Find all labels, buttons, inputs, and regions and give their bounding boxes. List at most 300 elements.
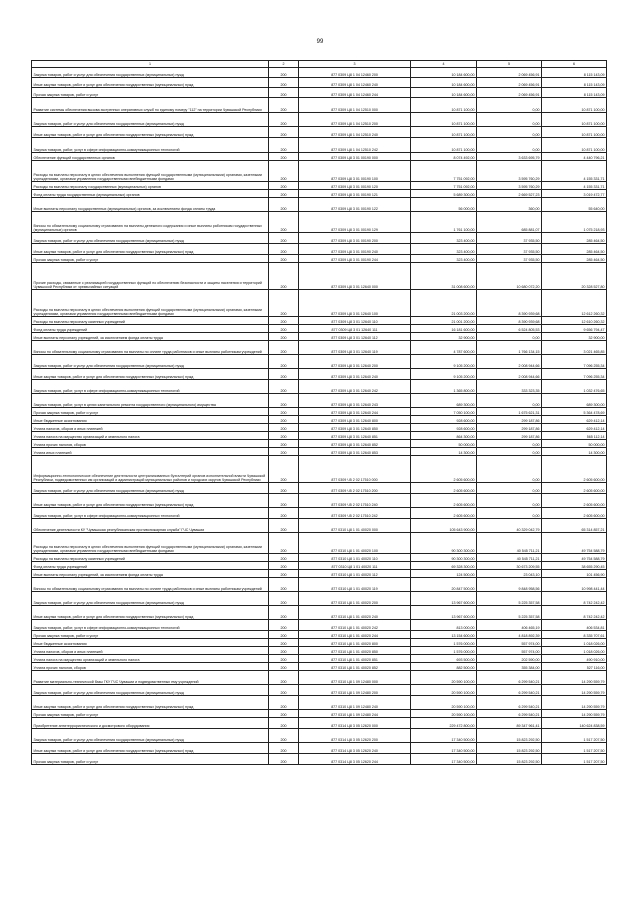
row-executed-cell: 9 848 958,56 — [477, 578, 542, 592]
row-code-cell: 200 — [269, 729, 299, 743]
row-remain-cell: 49 754 588,79 — [542, 554, 607, 562]
row-approved-cell: 2 605 600,00 — [411, 456, 477, 483]
row-remain-cell: 10 871 100,00 — [542, 127, 607, 138]
row-executed-cell: 6 299 540,21 — [477, 710, 542, 718]
row-remain-cell: 565 112,14 — [542, 432, 607, 440]
table-row — [32, 290, 607, 317]
row-executed-cell: 30 673 209,55 — [477, 562, 542, 570]
row-approved-cell: 56 000,00 — [411, 198, 477, 212]
row-approved-cell: 928 600,00 — [411, 416, 477, 424]
row-remain-cell: 629 412,14 — [542, 416, 607, 424]
row-code-cell: 200 — [269, 685, 299, 696]
row-remain-cell: 1 075 218,93 — [542, 212, 607, 233]
row-kbk-cell: 877 0309 Ц8 3 01 00190 000 — [299, 153, 411, 161]
row-remain-cell: 10 871 100,00 — [542, 98, 607, 113]
row-code-cell: 200 — [269, 408, 299, 416]
row-kbk-cell: 877 0310 Ц8 1 01 40020 240 — [299, 606, 411, 620]
row-code-cell: 200 — [269, 198, 299, 212]
row-approved-cell: 20 590 100,00 — [411, 696, 477, 710]
row-code-cell: 200 — [269, 424, 299, 432]
row-approved-cell: 1 365 800,00 — [411, 380, 477, 394]
header-row — [32, 61, 607, 68]
row-remain-cell: 3 021 465,85 — [542, 341, 607, 355]
row-executed-cell: 0,00 — [477, 448, 542, 456]
row-approved-cell: 323 400,00 — [411, 233, 477, 244]
table-row — [32, 696, 607, 710]
row-name-cell: Фонд оплаты труда государственных (муниципальных) органов — [32, 190, 269, 198]
row-name-cell: Иные закупки товаров, работ и услуг для обеспечения государственных (муниципальных) нужд — [32, 494, 269, 508]
row-kbk-cell: 877 0310 Ц8 1 01 40020 119 — [299, 578, 411, 592]
row-approved-cell: 20 590 100,00 — [411, 685, 477, 696]
row-remain-cell: 7 096 255,34 — [542, 369, 607, 380]
row-approved-cell: 31 008 600,00 — [411, 263, 477, 290]
row-approved-cell: 69 328 300,00 — [411, 562, 477, 570]
row-code-cell: 200 — [269, 78, 299, 88]
row-kbk-cell: 877 0314 Ц8 3 05 12620 200 — [299, 729, 411, 743]
row-approved-cell: 8 074 492,00 — [411, 153, 477, 161]
row-executed-cell: 10 680 072,20 — [477, 263, 542, 290]
row-approved-cell: 864 300,00 — [411, 432, 477, 440]
row-approved-cell: 7 050 100,00 — [411, 408, 477, 416]
row-approved-cell: 124 500,00 — [411, 570, 477, 578]
row-code-cell: 200 — [269, 380, 299, 394]
table-row — [32, 448, 607, 456]
row-remain-cell: 10 871 100,00 — [542, 113, 607, 127]
row-remain-cell: 8 115 143,09 — [542, 88, 607, 98]
row-kbk-cell: 877 0309 Ц8 3 01 00190 100 — [299, 161, 411, 182]
table-row — [32, 620, 607, 631]
row-code-cell: 200 — [269, 317, 299, 325]
row-executed-cell: 0,00 — [477, 508, 542, 519]
table-row — [32, 663, 607, 671]
table-row — [32, 655, 607, 663]
row-approved-cell: 1 761 100,00 — [411, 212, 477, 233]
column-header: 4 — [411, 61, 477, 68]
row-name-cell: Иные закупки товаров, работ и услуг для обеспечения государственных (муниципальных) нужд — [32, 78, 269, 88]
table-row — [32, 198, 607, 212]
row-approved-cell: 16 181 600,00 — [411, 325, 477, 333]
row-remain-cell: 8 742 242,42 — [542, 592, 607, 606]
row-kbk-cell: 877 0309 Ц8 3 01 12640 853 — [299, 448, 411, 456]
table-row — [32, 432, 607, 440]
row-remain-cell: 4 155 331,71 — [542, 161, 607, 182]
row-approved-cell: 10 184 600,00 — [411, 88, 477, 98]
row-code-cell: 200 — [269, 696, 299, 710]
row-code-cell: 200 — [269, 153, 299, 161]
row-code-cell: 200 — [269, 212, 299, 233]
row-executed-cell: 15 823 292,50 — [477, 729, 542, 743]
row-kbk-cell: 877 0310 Ц8 1 01 40020 850 — [299, 647, 411, 655]
table-row — [32, 244, 607, 255]
table-row — [32, 153, 607, 161]
row-remain-cell: 65 314 857,21 — [542, 519, 607, 533]
row-name-cell: Иные закупки товаров, работ и услуг для обеспечения государственных (муниципальных) нужд — [32, 127, 269, 138]
row-executed-cell: 23 043,10 — [477, 570, 542, 578]
row-approved-cell: 90 300 300,00 — [411, 554, 477, 562]
row-name-cell: Уплата налога на имущество организаций и земельного налога — [32, 655, 269, 663]
row-approved-cell: 689 300,00 — [411, 394, 477, 408]
row-approved-cell: 9 105 200,00 — [411, 369, 477, 380]
row-kbk-cell: 877 0309 Ц8 1 04 12510 000 — [299, 98, 411, 113]
row-kbk-cell: 877 0309 Ц8 3 01 00190 129 — [299, 212, 411, 233]
row-executed-cell: 6 299 540,21 — [477, 696, 542, 710]
row-executed-cell: 3 633 695,79 — [477, 153, 542, 161]
row-name-cell: Иные выплаты персоналу государственных (муниципальных) органов, за исключением фонда оплаты труда — [32, 198, 269, 212]
row-code-cell: 200 — [269, 508, 299, 519]
row-name-cell: Уплата налогов, сборов и иных платежей — [32, 424, 269, 432]
row-executed-cell: 4 818 892,39 — [477, 631, 542, 639]
row-kbk-cell: 877 0309 Ц8 3 01 12640 111 — [299, 325, 411, 333]
table-row — [32, 88, 607, 98]
row-name-cell: Расходы на выплаты персоналу в целях обеспечения выполнения функций государственными (муниципальными) органами, казенными учреждениями, органами управления государственными внебюджетными фондами — [32, 533, 269, 554]
row-approved-cell: 882 500,00 — [411, 663, 477, 671]
row-kbk-cell: 877 0309 Ц8 3 01 12640 100 — [299, 290, 411, 317]
row-name-cell: Закупка товаров, работ, услуг в сфере информационно-коммуникационных технологий — [32, 620, 269, 631]
row-name-cell: Закупка товаров, работ и услуг для обеспечения государственных (муниципальных) нужд — [32, 685, 269, 696]
row-kbk-cell: 877 0309 Ц8 3 01 12640 851 — [299, 432, 411, 440]
row-remain-cell: 20 328 527,80 — [542, 263, 607, 290]
table-row — [32, 685, 607, 696]
row-code-cell: 200 — [269, 606, 299, 620]
table-row — [32, 424, 607, 432]
table-row — [32, 508, 607, 519]
row-name-cell: Иные закупки товаров, работ и услуг для обеспечения государственных (муниципальных) нужд — [32, 244, 269, 255]
row-code-cell: 200 — [269, 98, 299, 113]
row-name-cell: Закупка товаров, работ, услуг в сфере информационно-коммуникационных технологий — [32, 138, 269, 153]
row-code-cell: 200 — [269, 519, 299, 533]
row-code-cell: 200 — [269, 394, 299, 408]
row-approved-cell: 17 340 500,00 — [411, 754, 477, 765]
row-name-cell: Иные закупки товаров, работ и услуг для обеспечения государственных (муниципальных) нужд — [32, 743, 269, 754]
table-row — [32, 369, 607, 380]
table-row — [32, 592, 607, 606]
row-name-cell: Взносы по обязательному социальному страхованию на выплаты по оплате труда работников и иные выплаты работникам учреждений — [32, 341, 269, 355]
row-name-cell: Закупка товаров, работ и услуг для обеспечения государственных (муниципальных) нужд — [32, 68, 269, 78]
row-code-cell: 200 — [269, 432, 299, 440]
table-row — [32, 606, 607, 620]
row-name-cell: Уплата налога на имущество организаций и земельного налога — [32, 432, 269, 440]
table-row — [32, 562, 607, 570]
row-kbk-cell: 877 0314 Ц8 3 05 12620 000 — [299, 718, 411, 729]
row-executed-cell: 8 390 939,68 — [477, 290, 542, 317]
row-kbk-cell: 877 0309 Ц8 3 01 00190 200 — [299, 233, 411, 244]
row-executed-cell: 3 595 760,29 — [477, 161, 542, 182]
row-approved-cell: 10 184 600,00 — [411, 68, 477, 78]
row-name-cell: Уплата прочих налогов, сборов — [32, 663, 269, 671]
row-executed-cell: 557 974,00 — [477, 639, 542, 647]
row-approved-cell: 17 340 500,00 — [411, 743, 477, 754]
row-kbk-cell: 877 0309 Ц8 3 01 12640 242 — [299, 380, 411, 394]
row-executed-cell: 0,00 — [477, 98, 542, 113]
row-kbk-cell: 877 0309 Ц8 3 01 00190 122 — [299, 198, 411, 212]
row-code-cell: 200 — [269, 127, 299, 138]
row-remain-cell: 55 640,00 — [542, 198, 607, 212]
row-approved-cell: 21 003 200,00 — [411, 290, 477, 317]
page-number: 99 — [316, 39, 324, 45]
row-remain-cell: 14 300,00 — [542, 448, 607, 456]
row-name-cell: Иные закупки товаров, работ и услуг для обеспечения государственных (муниципальных) нужд — [32, 696, 269, 710]
row-approved-cell: 32 900,00 — [411, 333, 477, 341]
row-executed-cell: 333 323,35 — [477, 380, 542, 394]
row-name-cell: Обеспечение деятельности КУ "Чувашская республиканская противопожарная служба" ГЧС Чувашии — [32, 519, 269, 533]
row-kbk-cell: 877 0310 Ц8 1 09 12480 244 — [299, 710, 411, 718]
row-name-cell: Расходы на выплаты персоналу казенных учреждений — [32, 317, 269, 325]
row-approved-cell: 229 472 800,00 — [411, 718, 477, 729]
row-executed-cell: 1 766 134,15 — [477, 341, 542, 355]
row-kbk-cell: 877 0310 Ц8 1 01 40020 110 — [299, 554, 411, 562]
row-remain-cell: 49 754 588,79 — [542, 533, 607, 554]
row-name-cell: Закупка товаров, работ и услуг для обеспечения государственных (муниципальных) нужд — [32, 113, 269, 127]
column-header: 2 — [269, 61, 299, 68]
row-approved-cell: 2 605 600,00 — [411, 508, 477, 519]
row-kbk-cell: 877 0309 Ц8 3 01 12640 000 — [299, 263, 411, 290]
table-row — [32, 78, 607, 88]
row-approved-cell: 50 000,00 — [411, 440, 477, 448]
row-name-cell: Расходы на выплаты персоналу государственных (муниципальных) органов — [32, 182, 269, 190]
row-code-cell: 200 — [269, 562, 299, 570]
row-remain-cell: 9 656 794,47 — [542, 325, 607, 333]
row-executed-cell: 37 935,50 — [477, 255, 542, 263]
table-row — [32, 98, 607, 113]
table-row — [32, 639, 607, 647]
row-remain-cell: 1 018 026,00 — [542, 639, 607, 647]
row-executed-cell: 8 390 939,68 — [477, 317, 542, 325]
budget-table — [31, 60, 607, 765]
row-remain-cell: 14 290 559,79 — [542, 696, 607, 710]
row-kbk-cell: 877 0310 Ц8 1 01 40020 112 — [299, 570, 411, 578]
row-executed-cell: 40 329 042,79 — [477, 519, 542, 533]
table-row — [32, 255, 607, 263]
row-executed-cell: 202 590,00 — [477, 655, 542, 663]
row-kbk-cell: 877 0309 Ц8 3 01 12640 244 — [299, 408, 411, 416]
row-executed-cell: 40 545 711,21 — [477, 554, 542, 562]
table-row — [32, 729, 607, 743]
row-kbk-cell: 877 0309 Ц8 1 04 12460 244 — [299, 88, 411, 98]
row-remain-cell: 629 412,14 — [542, 424, 607, 432]
row-approved-cell: 105 643 900,00 — [411, 519, 477, 533]
row-name-cell: Закупка товаров, работ и услуг для обеспечения государственных (муниципальных) нужд — [32, 592, 269, 606]
row-kbk-cell: 877 0309 Ц8 3 01 00190 244 — [299, 255, 411, 263]
row-name-cell: Обеспечение функций государственных органов — [32, 153, 269, 161]
row-name-cell: Закупка товаров, работ и услуг для обеспечения государственных (муниципальных) нужд — [32, 729, 269, 743]
row-kbk-cell: 877 0310 Ц8 1 01 40020 800 — [299, 639, 411, 647]
row-name-cell: Взносы по обязательному социальному страхованию на выплаты денежного содержания и иные выплаты работникам государственных (муниципальных) органов — [32, 212, 269, 233]
table-row — [32, 456, 607, 483]
row-kbk-cell: 877 0309 Ц8 1 04 12510 200 — [299, 113, 411, 127]
row-executed-cell: 406 465,19 — [477, 620, 542, 631]
row-name-cell: Расходы на выплаты персоналу казенных учреждений — [32, 554, 269, 562]
row-name-cell: Иные закупки товаров, работ и услуг для обеспечения государственных (муниципальных) нужд — [32, 369, 269, 380]
table-row — [32, 317, 607, 325]
row-code-cell: 200 — [269, 631, 299, 639]
table-row — [32, 631, 607, 639]
row-name-cell: Развитие системы обеспечения вызова экстренных оперативных служб по единому номеру "112" на территории Чувашской Республики — [32, 98, 269, 113]
table-row — [32, 190, 607, 198]
row-code-cell: 200 — [269, 578, 299, 592]
row-code-cell: 200 — [269, 570, 299, 578]
row-executed-cell: 2 008 944,66 — [477, 355, 542, 369]
row-name-cell: Прочая закупка товаров, работ и услуг — [32, 754, 269, 765]
column-header: 3 — [299, 61, 411, 68]
row-kbk-cell: 877 0309 Ц8 3 01 00190 120 — [299, 182, 411, 190]
row-kbk-cell: 877 0310 Ц8 1 01 40020 851 — [299, 655, 411, 663]
row-remain-cell: 10 998 441,44 — [542, 578, 607, 592]
row-code-cell: 200 — [269, 754, 299, 765]
row-approved-cell: 323 400,00 — [411, 255, 477, 263]
row-name-cell: Иные закупки товаров, работ и услуг для обеспечения государственных (муниципальных) нужд — [32, 606, 269, 620]
row-remain-cell: 285 464,50 — [542, 244, 607, 255]
row-kbk-cell: 877 0310 Ц8 1 09 12480 200 — [299, 685, 411, 696]
row-remain-cell: 14 290 559,79 — [542, 671, 607, 685]
row-executed-cell: 0,00 — [477, 333, 542, 341]
row-name-cell: Фонд оплаты труда учреждений — [32, 562, 269, 570]
row-code-cell: 200 — [269, 663, 299, 671]
row-executed-cell: 2 008 944,66 — [477, 369, 542, 380]
table-row — [32, 325, 607, 333]
row-kbk-cell: 877 0309 Ч5 2 02 17510 240 — [299, 494, 411, 508]
row-remain-cell: 406 534,81 — [542, 620, 607, 631]
row-remain-cell: 2 605 600,00 — [542, 483, 607, 494]
row-code-cell: 200 — [269, 333, 299, 341]
table-row — [32, 671, 607, 685]
row-approved-cell: 10 871 100,00 — [411, 127, 477, 138]
row-code-cell: 200 — [269, 655, 299, 663]
row-kbk-cell: 877 0309 Ц8 3 01 00190 240 — [299, 244, 411, 255]
row-remain-cell: 2 605 600,00 — [542, 456, 607, 483]
row-name-cell: Закупка товаров, работ, услуг в целях капитального ремонта государственного (муниципального) имущества — [32, 394, 269, 408]
row-executed-cell: 557 974,00 — [477, 647, 542, 655]
row-remain-cell: 490 910,00 — [542, 655, 607, 663]
row-remain-cell: 12 610 260,32 — [542, 317, 607, 325]
row-remain-cell: 50 000,00 — [542, 440, 607, 448]
row-kbk-cell: 877 0309 Ч5 2 02 17510 242 — [299, 508, 411, 519]
row-code-cell: 200 — [269, 355, 299, 369]
row-name-cell: Иные бюджетные ассигнования — [32, 639, 269, 647]
row-remain-cell: 38 655 290,45 — [542, 562, 607, 570]
row-remain-cell: 689 300,00 — [542, 394, 607, 408]
row-code-cell: 200 — [269, 263, 299, 290]
row-code-cell: 200 — [269, 718, 299, 729]
table-row — [32, 718, 607, 729]
row-approved-cell: 20 590 100,00 — [411, 671, 477, 685]
row-executed-cell: 2 069 456,91 — [477, 78, 542, 88]
row-code-cell: 200 — [269, 483, 299, 494]
row-code-cell: 200 — [269, 710, 299, 718]
row-executed-cell: 0,00 — [477, 440, 542, 448]
row-kbk-cell: 877 0309 Ц8 3 01 00190 121 — [299, 190, 411, 198]
row-code-cell: 200 — [269, 325, 299, 333]
row-kbk-cell: 877 0310 Ц8 1 01 40020 200 — [299, 592, 411, 606]
row-executed-cell: 37 935,50 — [477, 233, 542, 244]
row-executed-cell: 3 595 760,29 — [477, 182, 542, 190]
row-kbk-cell: 877 0310 Ц8 1 01 40020 000 — [299, 519, 411, 533]
table-row — [32, 533, 607, 554]
row-remain-cell: 5 364 478,69 — [542, 408, 607, 416]
row-approved-cell: 693 500,00 — [411, 655, 477, 663]
row-name-cell: Развитие материально-технической базы ГКУ ГЧС Чувашии и подведомственных ему учреждений — [32, 671, 269, 685]
row-approved-cell: 2 605 600,00 — [411, 494, 477, 508]
column-header: 1 — [32, 61, 269, 68]
row-code-cell: 200 — [269, 244, 299, 255]
row-remain-cell: 12 612 260,32 — [542, 290, 607, 317]
row-approved-cell: 1 576 000,00 — [411, 639, 477, 647]
row-approved-cell: 13 967 600,00 — [411, 606, 477, 620]
row-kbk-cell: 877 0309 Ц8 3 01 12640 850 — [299, 424, 411, 432]
row-executed-cell: 89 347 961,41 — [477, 718, 542, 729]
row-approved-cell: 90 300 300,00 — [411, 533, 477, 554]
row-executed-cell: 6 299 540,21 — [477, 685, 542, 696]
row-remain-cell: 2 605 600,00 — [542, 508, 607, 519]
row-executed-cell: 0,00 — [477, 394, 542, 408]
row-approved-cell: 2 605 600,00 — [411, 483, 477, 494]
row-kbk-cell: 877 0309 Ц8 3 01 12640 243 — [299, 394, 411, 408]
row-executed-cell: 299 187,86 — [477, 416, 542, 424]
row-code-cell: 200 — [269, 233, 299, 244]
row-code-cell: 200 — [269, 68, 299, 78]
row-kbk-cell: 877 0309 Ц8 1 04 12460 240 — [299, 78, 411, 88]
table-row — [32, 394, 607, 408]
row-kbk-cell: 877 0309 Ц8 1 04 12510 240 — [299, 127, 411, 138]
row-kbk-cell: 877 0309 Ц8 3 01 12640 200 — [299, 355, 411, 369]
row-approved-cell: 20 847 500,00 — [411, 578, 477, 592]
row-name-cell: Закупка товаров, работ и услуг для обеспечения государственных (муниципальных) нужд — [32, 233, 269, 244]
row-executed-cell: 1 675 621,31 — [477, 408, 542, 416]
table-row — [32, 483, 607, 494]
table-row — [32, 113, 607, 127]
row-code-cell: 200 — [269, 533, 299, 554]
row-kbk-cell: 877 0310 Ц8 1 09 12480 240 — [299, 696, 411, 710]
row-code-cell: 200 — [269, 290, 299, 317]
table-row — [32, 570, 607, 578]
row-executed-cell: 0,00 — [477, 456, 542, 483]
row-approved-cell: 928 600,00 — [411, 424, 477, 432]
row-remain-cell: 2 605 600,00 — [542, 494, 607, 508]
row-approved-cell: 10 871 100,00 — [411, 98, 477, 113]
row-approved-cell: 13 154 600,00 — [411, 631, 477, 639]
row-name-cell: Иные выплаты персоналу учреждений, за исключением фонда оплаты труда — [32, 570, 269, 578]
row-code-cell: 200 — [269, 494, 299, 508]
row-code-cell: 200 — [269, 448, 299, 456]
table-row — [32, 138, 607, 153]
row-code-cell: 200 — [269, 161, 299, 182]
row-name-cell: Уплата налогов, сборов и иных платежей — [32, 647, 269, 655]
row-executed-cell: 6 524 805,53 — [477, 325, 542, 333]
row-name-cell: Информационно-технологическое обеспечение деятельности централизованных бухгалтерий органов исполнительной власти Чувашской Республики, подведомственных им организаций и администраций муниципальных районов и городских округов Чувашской Республики — [32, 456, 269, 483]
row-approved-cell: 10 871 100,00 — [411, 138, 477, 153]
row-kbk-cell: 877 0310 Ц8 1 01 40020 100 — [299, 533, 411, 554]
row-name-cell: Уплата иных платежей — [32, 448, 269, 456]
row-name-cell: Закупка товаров, работ и услуг для обеспечения государственных (муниципальных) нужд — [32, 355, 269, 369]
row-remain-cell: 3 019 472,77 — [542, 190, 607, 198]
row-remain-cell: 101 456,90 — [542, 570, 607, 578]
table-row — [32, 355, 607, 369]
table-row — [32, 710, 607, 718]
row-name-cell: Прочая закупка товаров, работ и услуг — [32, 408, 269, 416]
table-body — [32, 68, 607, 765]
row-code-cell: 200 — [269, 554, 299, 562]
row-remain-cell: 8 115 143,09 — [542, 78, 607, 88]
row-executed-cell: 0,00 — [477, 483, 542, 494]
row-code-cell: 200 — [269, 647, 299, 655]
row-executed-cell: 15 823 292,50 — [477, 754, 542, 765]
row-executed-cell: 40 545 711,21 — [477, 533, 542, 554]
row-approved-cell: 13 967 600,00 — [411, 592, 477, 606]
row-code-cell: 200 — [269, 592, 299, 606]
row-code-cell: 200 — [269, 743, 299, 754]
row-remain-cell: 7 096 255,34 — [542, 355, 607, 369]
row-approved-cell: 10 871 100,00 — [411, 113, 477, 127]
row-remain-cell: 4 440 796,21 — [542, 153, 607, 161]
